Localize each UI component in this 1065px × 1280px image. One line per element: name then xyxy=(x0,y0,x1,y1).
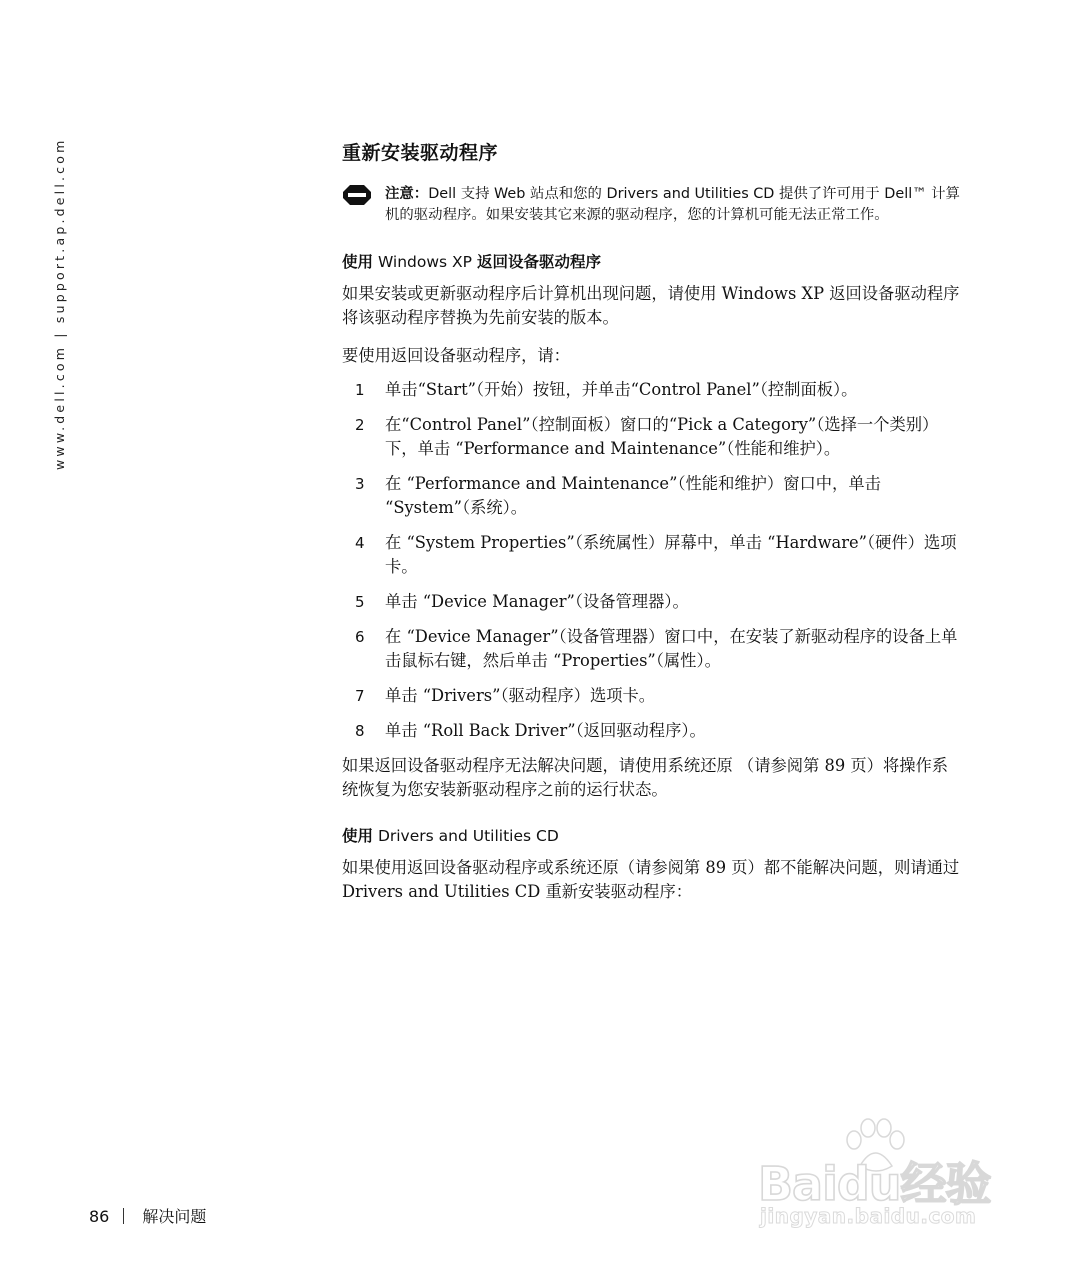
step-number: 1 xyxy=(355,381,365,399)
step-text: 在“Control Panel”（控制面板）窗口的“Pick a Category”（选择一个类别）下，单击 “Performance and Maintenance”（性能和维护）。 xyxy=(385,415,939,458)
step-text: 单击 “Roll Back Driver”（返回驱动程序）。 xyxy=(385,721,706,740)
step-number: 5 xyxy=(355,593,365,611)
section1-heading-post: 返回设备驱动程序 xyxy=(476,253,601,271)
page-number: 86 xyxy=(89,1207,110,1226)
step-number: 4 xyxy=(355,534,365,552)
section1-heading xyxy=(342,250,962,272)
step-text: 单击 “Device Manager”（设备管理器）。 xyxy=(385,592,689,611)
main-content xyxy=(342,138,962,904)
footer-divider xyxy=(123,1208,124,1224)
section1-heading-mid: Windows XP xyxy=(373,253,477,271)
section2-heading-pre: 使用 xyxy=(342,827,374,845)
watermark-url: jingyan.baidu.com xyxy=(760,1204,977,1228)
section1-lead: 要使用返回设备驱动程序，请： xyxy=(342,346,570,365)
chapter-title: 解决问题 xyxy=(142,1207,207,1226)
list-item xyxy=(342,413,962,461)
page-footer xyxy=(89,1204,206,1227)
section1-intro: 如果安装或更新驱动程序后计算机出现问题，请使用 Windows XP 返回设备驱动程序将该驱动程序替换为先前安装的版本。 xyxy=(342,284,960,327)
step-number: 2 xyxy=(355,416,365,434)
list-item xyxy=(342,625,962,673)
list-item xyxy=(342,378,962,402)
side-url: www.dell.com | support.ap.dell.com xyxy=(52,137,67,470)
list-item xyxy=(342,684,962,708)
section2-text: 如果使用返回设备驱动程序或系统还原（请参阅第 89 页）都不能解决问题，则请通过 Drivers and Utilities CD 重新安装驱动程序： xyxy=(342,858,960,901)
step-text: 在 “System Properties”（系统属性）屏幕中，单击 “Hardware”（硬件）选项卡。 xyxy=(385,533,957,576)
step-number: 7 xyxy=(355,687,365,705)
notice-text: Dell 支持 Web 站点和您的 Drivers and Utilities CD 提供了许可用于 Dell™ 计算机的驱动程序。如果安装其它来源的驱动程序，您的计算机可能无法正常工作。 xyxy=(385,186,960,223)
steps-list xyxy=(342,378,962,743)
notice-label: 注意： xyxy=(385,186,429,202)
step-text: 单击 “Drivers”（驱动程序）选项卡。 xyxy=(385,686,656,705)
list-item xyxy=(342,472,962,520)
notice-box xyxy=(342,184,962,226)
step-text: 在 “Device Manager”（设备管理器）窗口中，在安装了新驱动程序的设备上单击鼠标右键，然后单击 “Properties”（属性）。 xyxy=(385,627,958,670)
list-item xyxy=(342,531,962,579)
step-text: 在 “Performance and Maintenance”（性能和维护）窗口中，单击 “System”（系统）。 xyxy=(385,474,881,517)
page-title: 重新安装驱动程序 xyxy=(342,142,499,164)
section2-heading xyxy=(342,824,962,846)
step-number: 8 xyxy=(355,722,365,740)
step-number: 3 xyxy=(355,475,365,493)
list-item xyxy=(342,719,962,743)
step-number: 6 xyxy=(355,628,365,646)
section1-heading-pre: 使用 xyxy=(342,253,374,271)
list-item xyxy=(342,590,962,614)
baidu-watermark xyxy=(758,1118,998,1236)
notice-icon xyxy=(342,184,372,206)
watermark-logo: Baidu经验 xyxy=(758,1157,991,1211)
section2-heading-mid: Drivers and Utilities CD xyxy=(373,827,559,845)
section1-closing: 如果返回设备驱动程序无法解决问题，请使用系统还原 （请参阅第 89 页）将操作系统恢复为您安装新驱动程序之前的运行状态。 xyxy=(342,756,949,799)
step-text: 单击“Start”（开始）按钮，并单击“Control Panel”（控制面板）。 xyxy=(385,380,858,399)
